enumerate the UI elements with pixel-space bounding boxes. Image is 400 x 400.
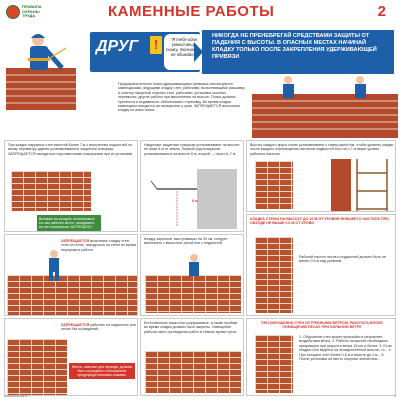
logo-text: ПРАВИЛА ОХРАНЫ ТРУДА: [22, 4, 42, 18]
brick-column-illustration: [255, 237, 293, 313]
panel-canopy-height: [140, 140, 244, 232]
top-band: [70, 30, 400, 76]
panel-openings: [140, 318, 244, 396]
height-label: 6 м: [192, 199, 198, 203]
brick-wall-illustration: [7, 339, 67, 395]
footer-left: www.ohranatruda.ru: [4, 395, 28, 398]
panel-2-text: При кладке наружных стен высотой более 7 м с внутренних подмостей по всему периметру здания устанавливаются защитные козырьки. ЗАПРЕЩАЕТСЯ находиться под навесными козырьками при их установке.: [8, 143, 134, 156]
panel-5-red: ЗАПРЕЩАЕТСЯ: [61, 239, 90, 243]
panel-7-text: Рабочий настил лесов и подмостей должен быть не менее 0,5 м над уровнем: [299, 255, 386, 264]
panel-scaffold-height: [246, 214, 396, 316]
panel-tier-height: [246, 140, 396, 212]
panel-cornice: [140, 234, 244, 316]
poster-number: 2: [377, 3, 386, 20]
panel-no-guardrail: [4, 318, 138, 396]
panel-3-text: Наружные защитные козырьки устанавливают на высоте не ниже 6 м от земли. Первый ряд козырьков устанавливается на высоте 6 м, второй — через 6–7 м.: [144, 143, 240, 156]
friend-banner: [90, 32, 200, 72]
panel-intro: [78, 80, 248, 138]
poster-header: [0, 0, 400, 26]
worker-with-harness-illustration: [6, 28, 76, 110]
worker-on-wall-illustration: [252, 76, 398, 138]
panel-11-text: 1. Обрушение стен может произойти в результате воздействия ветра. 2. Работы на высоте необходимо прекращать при скорости ветра 15 м/с и более. 3. Если кладка стен ведётся на незакреплённой высоте, то... 4. При толщине стен более 0,5 м и высоте до 3 м... 5. После установки на место опорных элементов...: [299, 335, 392, 362]
panel-10-warning: Места, опасные для прохода, должны быть ограждены и обозначены предупредительными знаками.: [69, 363, 135, 379]
brick-wall-illustration: [7, 275, 137, 315]
scaffold-illustration: [331, 159, 391, 211]
panel-11-title: ПРИ ОБРУШЕНИИ СТЕН ИСТРЕБНЫМИ ВЕТРОМ, РАБОТАТЬ ВПОЛЕ ПОМЕЩЕНИЙ ЛЕСАХ ПРИ СИЛЬНОМ ВЕТРЕ: [261, 321, 383, 330]
main-rule: НИКОГДА НЕ ПРЕНЕБРЕГАЙ СРЕДСТВАМИ ЗАЩИТЫ ОТ ПАДЕНИЯ С ВЫСОТЫ. В ОПАСНЫХ МЕСТАХ НАЧИНАЙ КЛАДКУ ТОЛЬКО ПОСЛЕ ЗАКРЕПЛЕНИЯ УДЕРЖИВАЮЩЕЙ ПРИВЯЗИ: [202, 30, 394, 74]
brick-column-left: [255, 161, 293, 209]
footer-right: 2: [394, 395, 396, 398]
logo-emblem-icon: [6, 5, 20, 19]
panel-8-text: Естественные ниши или сооружаемые, а также проёмы во время кладки должны быть закрыты. Освещение рабочих мест при ведении работ в тёмное время суток.: [144, 321, 238, 334]
logo: [6, 4, 46, 22]
panel-4-text: Высоту каждого яруса стены устанавливают с таким расчётом, чтобы уровень кладки после каждого перемещения настилов подмостей был на 0,7 м выше уровня рабочего настила.: [250, 143, 394, 156]
panel-7-title: КЛАДКА СТЕНЫ НА ВЫСОТУ ДО 10 М ОТ УРОВНЯ ВНЕШНЕГО НАСТИЛА ПРИ ОБХОДЕ НЕ ВЫШЕ 0,6 М ОТ КРОВИ: [250, 217, 389, 226]
brick-wall-illustration: [11, 171, 91, 211]
panel-6-text: Кладку карнизов, выступающих на 30 см, следует выполнять с выносных лесов или с подмостей.: [144, 237, 228, 246]
panel-2-warning: Вставать на козырёк, использовать его как рабочее место, складывать на него материалы ЗАПРЕЩЕНО: [37, 215, 101, 231]
friend-word: ДРУГ: [96, 38, 139, 55]
exclamation-icon: !: [150, 36, 162, 54]
panel-5-body: выполнять кладку стен, стоя на стене, находиться на стене во время перерыва в работе.: [61, 239, 137, 252]
panel-9-text-wrap: [61, 323, 137, 332]
intro-text: Предохранительное пояса удерживающими привязью используются каменщиками, ведущими кладку стен, рабочими, выполняющими расшивку и очистку наружной стороны стен, рабочими, установка оконных перемычек, другие работы при выполнении на высоте. Пояса должны храниться и выдаваться, обеспечивать страховку. Во время кладки каменщики находятся на перекрытии у края. ЗАПРЕЩАЕТСЯ выполнять кладку не имея пояса.: [118, 82, 245, 113]
panel-9-red: ЗАПРЕЩАЕТСЯ: [61, 323, 90, 327]
poster-title: КАМЕННЫЕ РАБОТЫ: [108, 3, 275, 20]
worker-figure: [181, 253, 207, 285]
speech-bubble: "Я тебе один умный вещь скажу, только ты не обижайся": [164, 34, 204, 70]
panel-canopy-rule: [4, 140, 138, 232]
panel-wind-collapse: [246, 318, 396, 396]
panel-no-standing-on-wall: [4, 234, 138, 316]
panel-5-text: [61, 239, 137, 252]
brick-column-illustration: [255, 335, 293, 393]
panel-9-body: работать на подмостях или лесах без ограждений.: [61, 323, 136, 332]
brick-wall-illustration: [145, 351, 241, 393]
worker-figure: [41, 249, 67, 281]
